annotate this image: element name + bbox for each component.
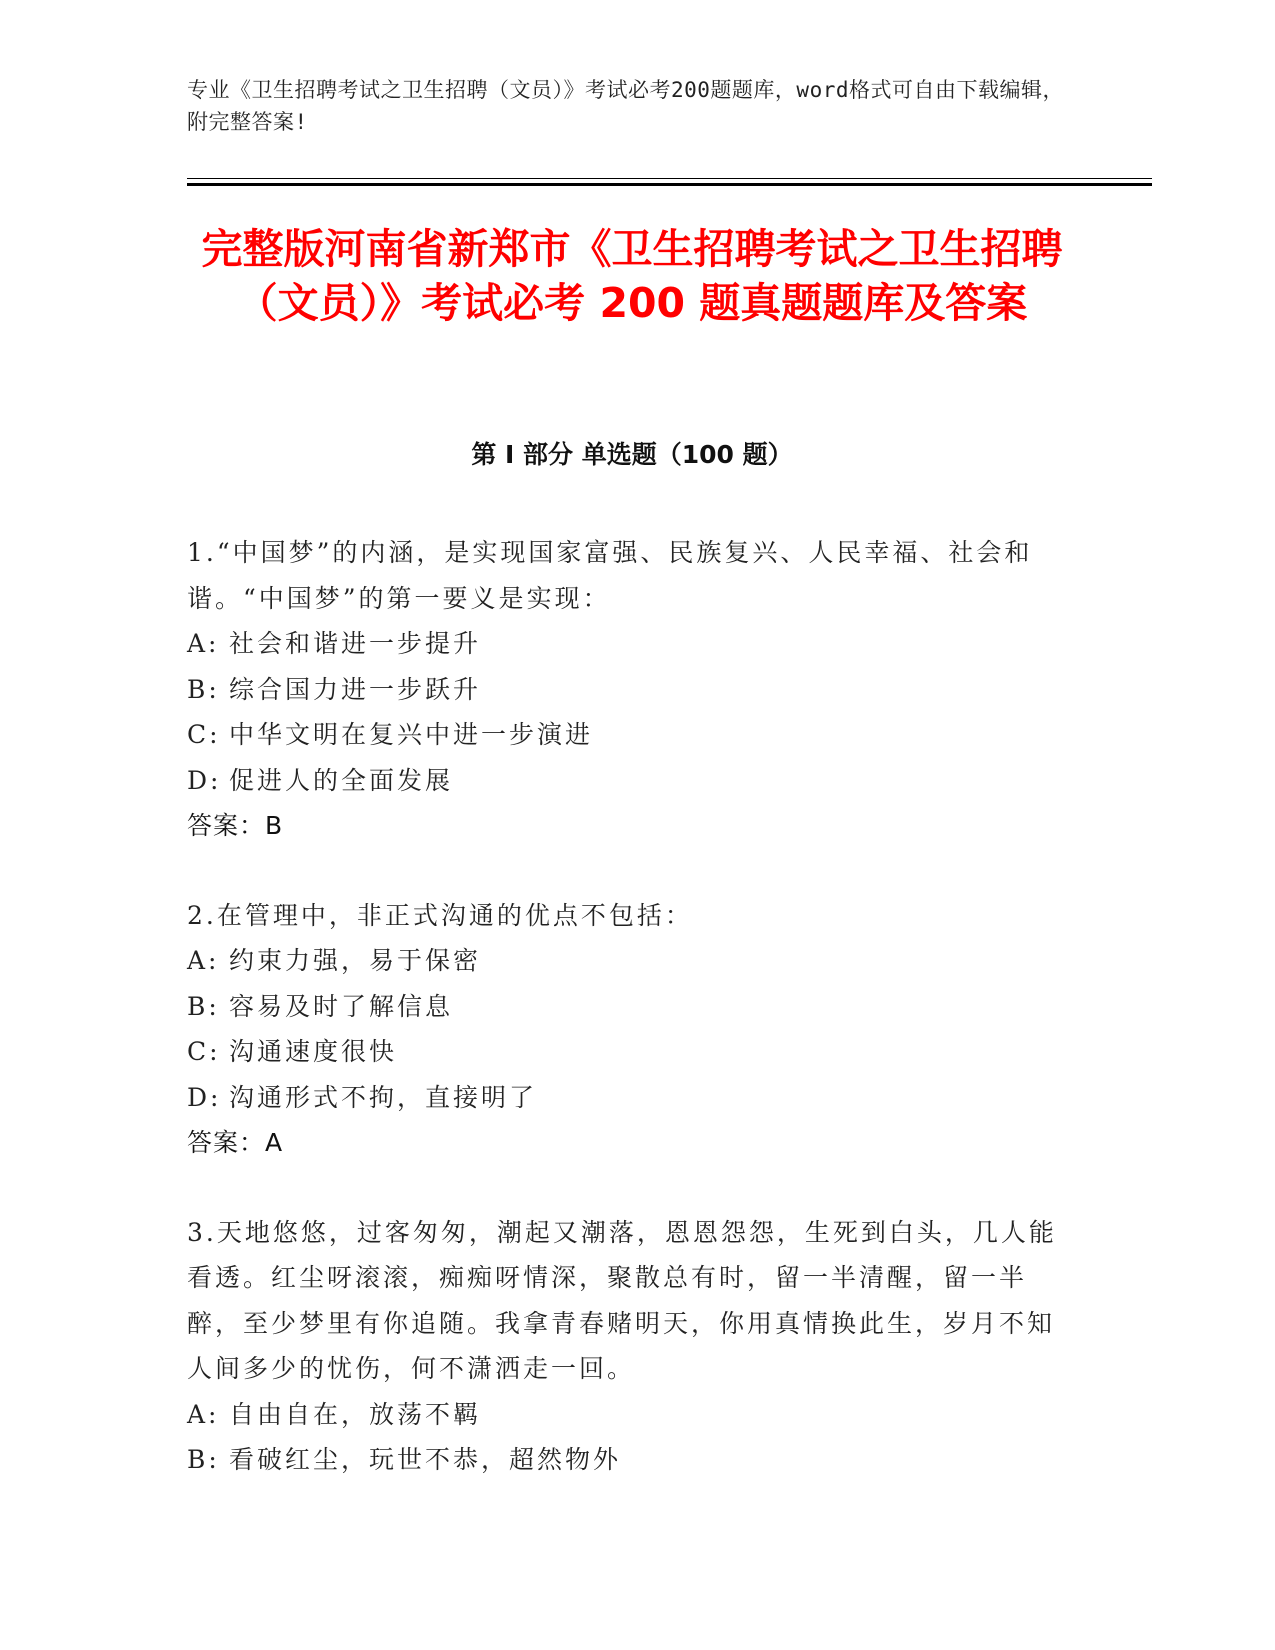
option-text: 促进人的全面发展: [229, 765, 454, 795]
header-divider-thin: [187, 178, 1152, 179]
option-b: [187, 1437, 1067, 1483]
option-letter: B:: [187, 674, 220, 704]
option-letter: C:: [187, 720, 221, 749]
option-text: 中华文明在复兴中进一步演进: [229, 720, 594, 749]
option-text: 社会和谐进一步提升: [229, 629, 482, 658]
header-note: 专业《卫生招聘考试之卫生招聘（文员）》考试必考200题题库，word格式可自由下载编辑，附完整答案!: [187, 78, 1064, 134]
answer-line: 答案：B: [187, 811, 284, 840]
answer-line: 答案：A: [187, 1128, 284, 1157]
option-letter: D:: [187, 765, 222, 795]
question-list: [187, 530, 1067, 1527]
option-text: 沟通形式不拘，直接明了: [229, 1082, 538, 1112]
option-text: 容易及时了解信息: [229, 991, 454, 1021]
option-c: [187, 1029, 1067, 1075]
question-stem: 2.在管理中，非正式沟通的优点不包括：: [187, 900, 693, 930]
option-a: [187, 1392, 1067, 1438]
option-letter: C:: [187, 1037, 221, 1066]
option-c: [187, 712, 1067, 758]
option-text: 综合国力进一步跃升: [229, 674, 482, 704]
option-text: 自由自在，放荡不羁: [229, 1399, 482, 1429]
option-text: 沟通速度很快: [229, 1037, 398, 1066]
question-3: [187, 1210, 1067, 1483]
header-divider-thick: [187, 183, 1152, 186]
option-d: [187, 758, 1067, 804]
document-title: 完整版河南省新郑市《卫生招聘考试之卫生招聘（文员）》考试必考 200 题真题题库及答案: [201, 225, 1063, 327]
option-a: [187, 621, 1067, 667]
option-b: [187, 667, 1067, 713]
question-stem: 1.“中国梦”的内涵，是实现国家富强、民族复兴、人民幸福、社会和谐。“中国梦”的第一要义是实现：: [187, 538, 1033, 613]
option-letter: B:: [187, 1445, 220, 1474]
question-1: [187, 530, 1067, 849]
question-2: [187, 893, 1067, 1166]
option-d: [187, 1075, 1067, 1121]
option-letter: D:: [187, 1082, 222, 1112]
option-letter: A:: [187, 946, 220, 975]
option-text: 约束力强，易于保密: [229, 946, 482, 975]
section-title: 第 I 部分 单选题（100 题）: [471, 440, 793, 469]
option-letter: A:: [187, 1399, 220, 1429]
option-letter: B:: [187, 991, 220, 1021]
option-a: [187, 938, 1067, 984]
question-stem: 3.天地悠悠，过客匆匆，潮起又潮落，恩恩怨怨，生死到白头，几人能看透。红尘呀滚滚，痴痴呀情深，聚散总有时，留一半清醒，留一半醉，至少梦里有你追随。我拿青春赌明天，你用真情换此生，岁月不知人间多少的忧伤，何不潇洒走一回。: [187, 1217, 1057, 1383]
option-text: 看破红尘，玩世不恭，超然物外: [229, 1445, 622, 1474]
option-b: [187, 984, 1067, 1030]
option-letter: A:: [187, 629, 220, 658]
